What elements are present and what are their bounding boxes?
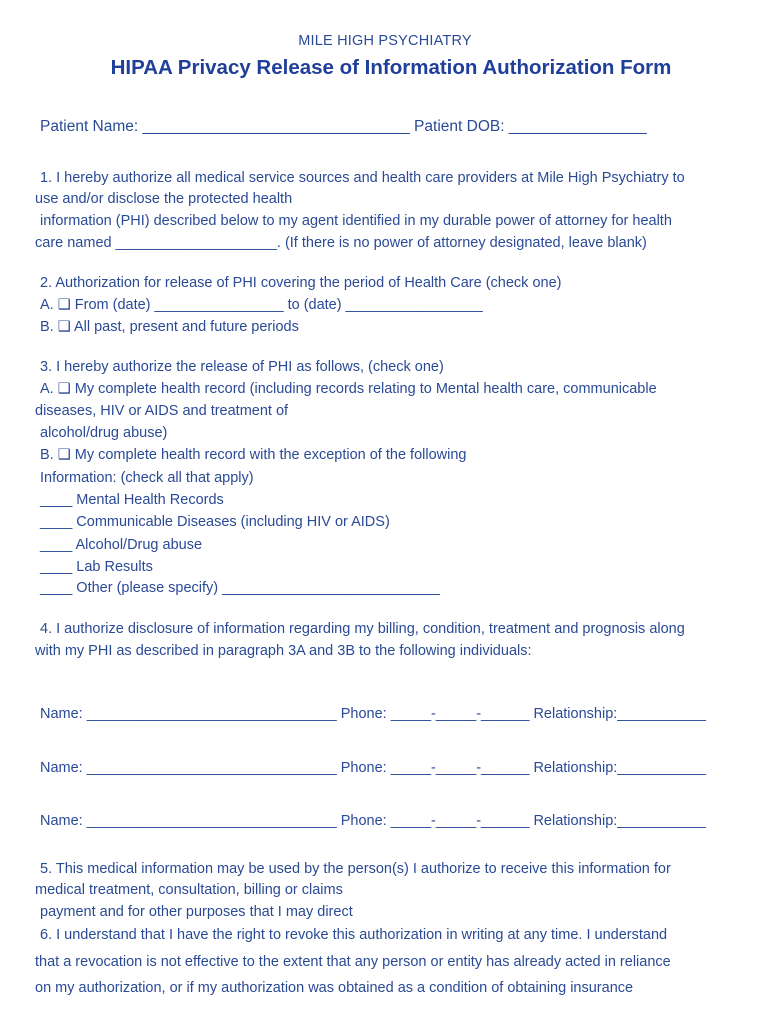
section2-option-a: A. ❑ From (date) ________________ to (date) _________________ bbox=[40, 297, 483, 313]
section5-line1: 5. This medical information may be used by the person(s) I authorize to receive this information for bbox=[40, 861, 671, 877]
section3-line6: Information: (check all that apply) bbox=[40, 470, 254, 486]
section6-line3: on my authorization, or if my authorization was obtained as a condition of obtaining insurance bbox=[35, 980, 634, 996]
section3-option-b: B. ❑ My complete health record with the exception of the following bbox=[40, 447, 467, 463]
organization-name: MILE HIGH PSYCHIATRY bbox=[298, 33, 472, 49]
exception-alcohol-drug: ____ Alcohol/Drug abuse bbox=[40, 537, 203, 553]
section1-line4: care named ____________________. (If there is no power of attorney designated, leave blank) bbox=[35, 235, 647, 251]
section3-option-a: A. ❑ My complete health record (including records relating to Mental health care, communicable bbox=[40, 381, 657, 397]
section6-line1: 6. I understand that I have the right to revoke this authorization in writing at any time. I understand bbox=[40, 927, 668, 943]
section5-line3: payment and for other purposes that I may direct bbox=[40, 904, 353, 920]
section1-line3: information (PHI) described below to my agent identified in my durable power of attorney for health bbox=[40, 213, 672, 229]
exception-mental-health: ____ Mental Health Records bbox=[40, 492, 224, 508]
recipient-row-3: Name: _______________________________ Phone: _____-_____-______ Relationship:___________ bbox=[40, 813, 706, 829]
section3-line3: diseases, HIV or AIDS and treatment of bbox=[35, 403, 289, 419]
exception-other: ____ Other (please specify) ___________________________ bbox=[40, 580, 440, 596]
section3-line1: 3. I hereby authorize the release of PHI as follows, (check one) bbox=[40, 359, 444, 375]
patient-info-line: Patient Name: _______________________________ Patient DOB: ________________ bbox=[40, 118, 647, 135]
exception-communicable: ____ Communicable Diseases (including HIV or AIDS) bbox=[40, 514, 390, 530]
section2-line1: 2. Authorization for release of PHI covering the period of Health Care (check one) bbox=[40, 275, 562, 291]
section3-line4: alcohol/drug abuse) bbox=[40, 425, 168, 441]
section1-line2: use and/or disclose the protected health bbox=[35, 191, 293, 207]
section1-line1: 1. I hereby authorize all medical service sources and health care providers at Mile High Psychiatry to bbox=[40, 170, 685, 186]
recipient-row-2: Name: _______________________________ Phone: _____-_____-______ Relationship:___________ bbox=[40, 760, 706, 776]
recipient-row-1: Name: _______________________________ Phone: _____-_____-______ Relationship:___________ bbox=[40, 706, 706, 722]
section4-line1: 4. I authorize disclosure of information regarding my billing, condition, treatment and prognosis along bbox=[40, 621, 685, 637]
section4-line2: with my PHI as described in paragraph 3A and 3B to the following individuals: bbox=[35, 643, 532, 659]
section6-line2: that a revocation is not effective to the extent that any person or entity has already acted in reliance bbox=[35, 954, 671, 970]
form-title: HIPAA Privacy Release of Information Authorization Form bbox=[110, 56, 672, 79]
section5-line2: medical treatment, consultation, billing or claims bbox=[35, 882, 343, 898]
exception-lab-results: ____ Lab Results bbox=[40, 559, 153, 575]
section2-option-b: B. ❑ All past, present and future periods bbox=[40, 319, 299, 335]
